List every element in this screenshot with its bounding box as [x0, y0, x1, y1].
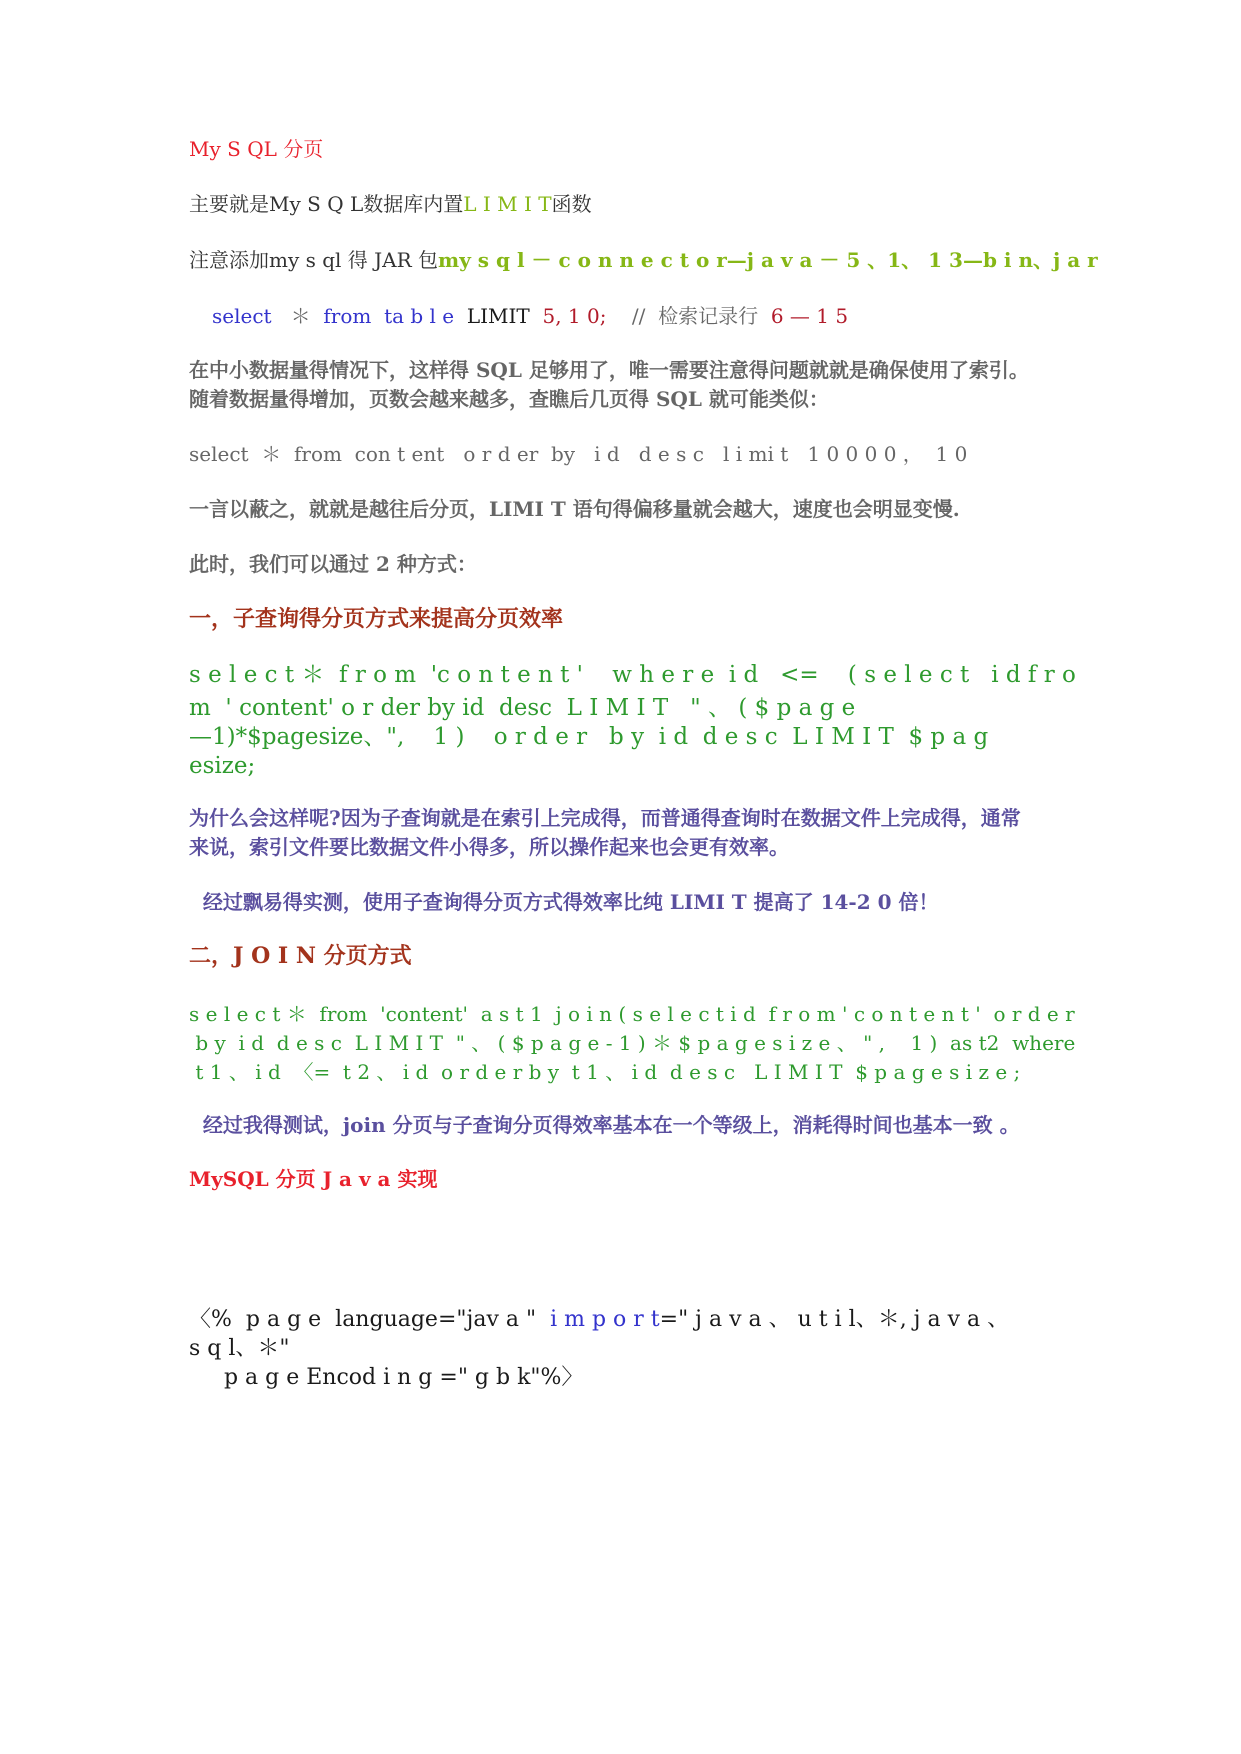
keyword-select: select — [212, 304, 272, 328]
intro-limit-highlight: L I M I T — [463, 192, 552, 216]
jar-note-prefix: 注意添加my s ql 得 JAR 包 — [189, 248, 439, 272]
para6-line: 经过我得测试，join 分页与子查询分页得效率基本在一个等级上，消耗得时间也基本一致 。 — [189, 1113, 1020, 1137]
code2-line2: b y i d d e s c L I M I T " 、 ( $ p a g e - 1 ) ＊ $ p a g e s i z e 、 " , 1 ) as t2 where — [189, 1031, 1076, 1055]
star-symbol: ＊ — [290, 304, 311, 328]
jsp-line1-prefix: 〈% p a g e language="jav a " — [189, 1307, 551, 1332]
jsp-line1 — [189, 1307, 1009, 1333]
para1-line1: 在中小数据量得情况下，这样得 SQL 足够用了，唯一需要注意得问题就就是确保使用了索引。 — [189, 358, 1029, 382]
heading-join: 二，J O I N 分页方式 — [189, 943, 412, 969]
para1-line2: 随着数据量得增加，页数会越来越多，查瞧后几页得 SQL 就可能类似： — [189, 387, 829, 411]
keyword-table: ta b l e — [384, 304, 455, 328]
heading-java: MySQL 分页 J a v a 实现 — [189, 1167, 438, 1191]
heading-subquery: 一，子查询得分页方式来提高分页效率 — [189, 606, 564, 632]
row-range: 6 — 1 5 — [770, 304, 849, 328]
intro-line — [189, 191, 592, 217]
jsp-line2: s q l、＊" — [189, 1336, 290, 1361]
jar-note-line — [189, 247, 1098, 273]
para4-line1: 为什么会这样呢?因为子查询就是在索引上完成得，而普通得查询时在数据文件上完成得，通常 — [189, 806, 1021, 830]
para2-line: 一言以蔽之，就就是越往后分页，LIMI T 语句得偏移量就会越大，速度也会明显变慢. — [189, 497, 960, 521]
example-comment: // 检索记录行 — [631, 304, 759, 328]
para3-line: 此时，我们可以通过 2 种方式： — [189, 552, 477, 576]
code1-line3: —1)*$pagesize、", 1 ) o r d e r b y i d d e s c L I M I T $ p a g — [189, 724, 989, 750]
intro-prefix: 主要就是My S Q L数据库内置 — [189, 192, 464, 216]
keyword-limit: LIMIT — [466, 304, 530, 328]
jsp-line1-suffix: =" j a v a 、 u t i l、＊, j a v a 、 — [659, 1307, 1010, 1332]
code2-line1: s e l e c t ＊ from 'content' a s t 1 j o i n ( s e l e c t i d f r o m ' c o n t e n t ' o r d e r — [189, 1002, 1075, 1026]
jar-name-highlight: my s q l － c o n n e c t o r—j a v a － 5 、1、 1 3—b i n、j a r — [438, 248, 1098, 272]
para5-line: 经过飘易得实测，使用子查询得分页方式得效率比纯 LIMI T 提高了 14-2 0 倍！ — [189, 890, 939, 914]
limit-numbers: 5, 1 0; — [542, 304, 607, 328]
example-query-line — [212, 303, 848, 329]
doc-title: My S QL 分页 — [189, 137, 324, 161]
para4-line2: 来说，索引文件要比数据文件小得多，所以操作起来也会更有效率。 — [189, 835, 789, 859]
intro-suffix: 函数 — [551, 192, 592, 216]
jsp-line3: p a g e Encod i n g =" g b k"%〉 — [189, 1365, 584, 1390]
keyword-from: from — [323, 304, 372, 328]
code2-line3: t 1 、 i d 〈= t 2 、 i d o r d e r b y t 1 、 i d d e s c L I M I T $ p a g e s i z e ; — [189, 1060, 1021, 1084]
jsp-import-keyword: i m p o r t — [550, 1307, 660, 1332]
code1-line2: m ' content' o r der by id desc L I M I T " 、 ( $ p a g e — [189, 695, 856, 721]
code1-line1: s e l e c t ＊ f r o m 'c o n t e n t ' w h e r e i d <= ( s e l e c t i d f r o — [189, 662, 1076, 688]
query1-line: select ＊ from con t ent o r d er by i d d e s c l i mi t 1 0 0 0 0 ， 1 0 — [189, 442, 968, 466]
code1-line4: esize; — [189, 753, 256, 779]
